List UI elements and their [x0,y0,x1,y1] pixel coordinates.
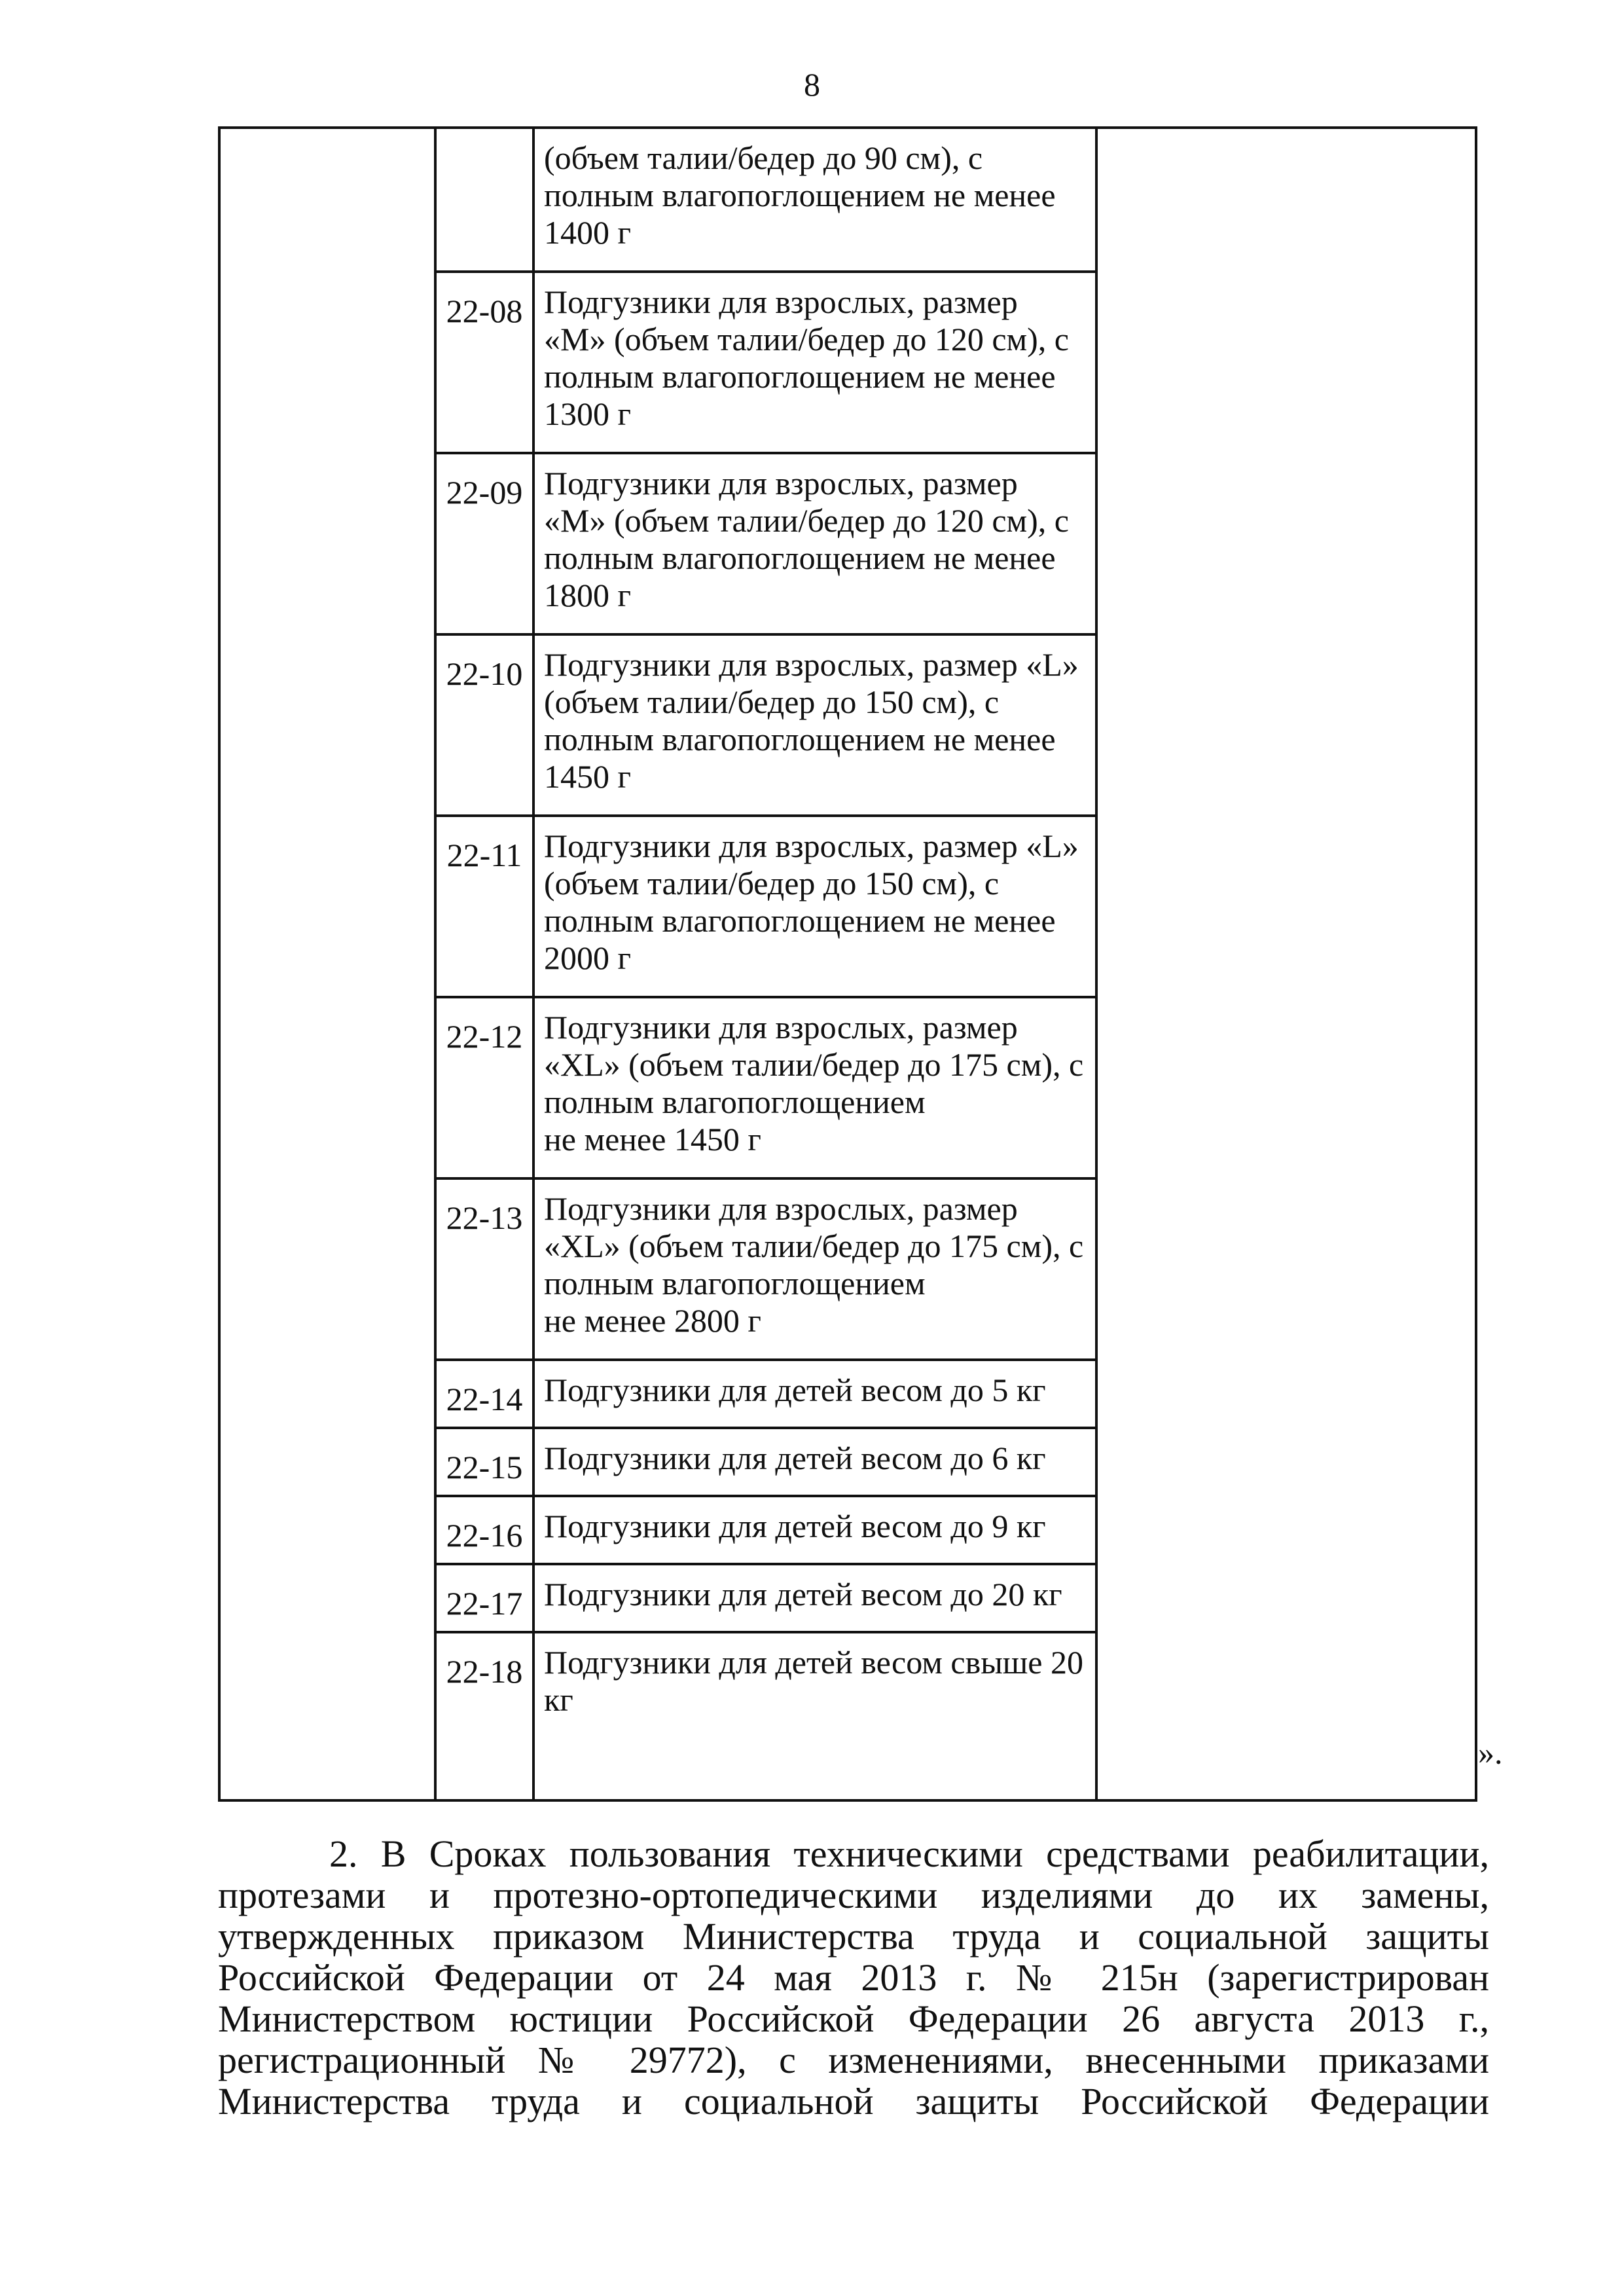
paragraph-line: утвержденных приказом Министерства труда и социальной защиты [218,1915,1489,1958]
description-line: «М» (объем талии/бедер до 120 см), с [544,321,1070,357]
closing-quote: ». [1478,1734,1503,1771]
item-description [533,997,1096,1178]
item-code: 22-18 [435,1632,533,1800]
description-line: полным влагопоглощением [544,1084,926,1120]
description-line: не менее 1450 г [544,1121,761,1157]
description-line: Подгузники для взрослых, размер [544,465,1018,501]
description-line: 1300 г [544,395,632,432]
item-code: 22-12 [435,997,533,1178]
description-line: 1400 г [544,214,632,251]
description-line: (объем талии/бедер до 150 см), с [544,683,1000,720]
item-description [533,128,1096,272]
description-line: полным влагопоглощением не менее [544,177,1056,213]
description-line: 1800 г [544,577,632,613]
paragraph-line: 2. В Сроках пользования техническими средствами реабилитации, [329,1832,1489,1875]
table-body [219,128,1476,1800]
item-code [435,128,533,272]
item-code: 22-16 [435,1496,533,1564]
description-line: 2000 г [544,939,632,976]
body-paragraph [218,1833,1489,2122]
item-description [533,1428,1096,1496]
item-code: 22-14 [435,1360,533,1428]
table-row [219,128,1476,272]
item-code: 22-17 [435,1564,533,1632]
description-line: (объем талии/бедер до 150 см), с [544,865,1000,902]
item-description [533,272,1096,453]
item-code: 22-13 [435,1178,533,1360]
paragraph-line: протезами и протезно-ортопедическими изделиями до их замены, [218,1874,1489,1916]
item-description [533,1564,1096,1632]
item-code: 22-08 [435,272,533,453]
item-code: 22-11 [435,816,533,997]
description-line: Подгузники для взрослых, размер «L» [544,646,1079,683]
description-line: Подгузники для взрослых, размер [544,283,1018,320]
description-line: Подгузники для взрослых, размер «L» [544,828,1079,864]
description-line: Подгузники для взрослых, размер [544,1190,1018,1227]
description-line: Подгузники для детей весом до 5 кг [544,1372,1046,1408]
description-line: полным влагопоглощением [544,1265,926,1302]
description-line: Подгузники для взрослых, размер [544,1009,1018,1046]
description-line: кг [544,1681,573,1718]
description-line: полным влагопоглощением не менее [544,721,1056,757]
description-line: полным влагопоглощением не менее [544,539,1056,576]
description-line: «М» (объем талии/бедер до 120 см), с [544,502,1070,539]
description-line: Подгузники для детей весом свыше 20 [544,1644,1083,1681]
description-line: Подгузники для детей весом до 20 кг [544,1576,1062,1613]
description-line: «XL» (объем талии/бедер до 175 см), с [544,1046,1084,1083]
paragraph-line: регистрационный № 29772), с изменениями, внесенными приказами [218,2039,1489,2081]
description-line: не менее 2800 г [544,1302,761,1339]
item-description [533,1178,1096,1360]
paragraph-line: Министерством юстиции Российской Федерации 26 августа 2013 г., [218,1997,1489,2040]
products-table [218,126,1477,1802]
item-description [533,1496,1096,1564]
item-description [533,1360,1096,1428]
item-code: 22-15 [435,1428,533,1496]
description-line: (объем талии/бедер до 90 см), с [544,139,983,176]
paragraph-line: Российской Федерации от 24 мая 2013 г. № 215н (зарегистрирован [218,1956,1489,1999]
item-description [533,634,1096,816]
item-code: 22-10 [435,634,533,816]
item-code: 22-09 [435,453,533,634]
description-line: Подгузники для детей весом до 6 кг [544,1440,1046,1476]
item-description [533,816,1096,997]
blank-cell [1096,128,1476,1800]
item-description [533,1632,1096,1800]
description-line: полным влагопоглощением не менее [544,902,1056,939]
description-line: 1450 г [544,758,632,795]
page-number: 8 [804,66,820,103]
description-line: полным влагопоглощением не менее [544,358,1056,395]
blank-cell [219,128,435,1800]
paragraph-line: Министерства труда и социальной защиты Российской Федерации [218,2080,1489,2123]
description-line: Подгузники для детей весом до 9 кг [544,1508,1046,1544]
item-description [533,453,1096,634]
description-line: «XL» (объем талии/бедер до 175 см), с [544,1228,1084,1264]
